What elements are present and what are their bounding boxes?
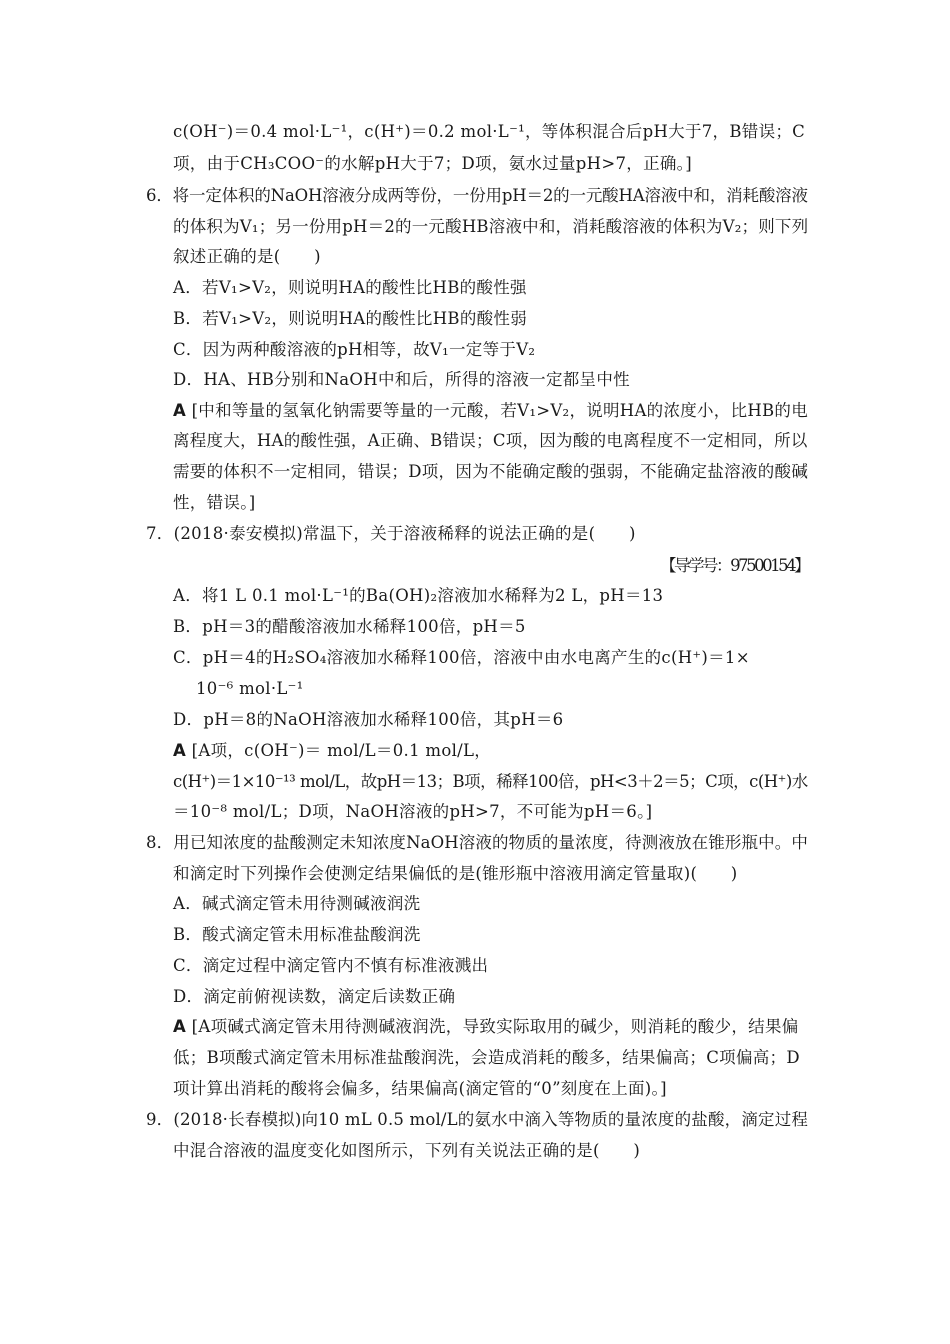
text-line: 和滴定时下列操作会使测定结果偏低的是(锥形瓶中溶液用滴定管量取)( ) bbox=[173, 864, 738, 883]
option-c: C．pH＝4的H₂SO₄溶液加水稀释100倍，溶液中由水电离产生的c(H⁺)＝1× bbox=[173, 648, 750, 667]
text-line: 需要的体积不一定相同，错误；D项，因为不能确定酸的强弱，不能确定盐溶液的酸碱 bbox=[173, 462, 809, 481]
option-a: A．碱式滴定管未用待测碱液润洗 bbox=[173, 894, 421, 913]
text-line: 10⁻⁶ mol·L⁻¹ bbox=[196, 679, 304, 698]
question-6-stem: 6．将一定体积的NaOH溶液分成两等份，一份用pH＝2的一元酸HA溶液中和，消耗酸溶液 bbox=[146, 186, 808, 205]
answer-explanation bbox=[173, 400, 808, 422]
answer-explanation bbox=[173, 740, 491, 762]
explanation-text: [A项碱式滴定管未用待测碱液润洗，导致实际取用的碱少，则消耗的酸少，结果偏 bbox=[191, 1017, 799, 1036]
option-c: C．因为两种酸溶液的pH相等，故V₁一定等于V₂ bbox=[173, 340, 536, 359]
option-a: A．将1 L 0.1 mol·L⁻¹的Ba(OH)₂溶液加水稀释为2 L，pH＝13 bbox=[173, 586, 664, 605]
text-line: 的体积为V₁；另一份用pH＝2的一元酸HB溶液中和，消耗酸溶液的体积为V₂；则下列 bbox=[173, 217, 809, 236]
text-line: c(OH⁻)＝0.4 mol·L⁻¹，c(H⁺)＝0.2 mol·L⁻¹，等体积混合后pH大于7，B错误；C bbox=[173, 122, 806, 141]
text-line: 低；B项酸式滴定管未用标准盐酸润洗，会造成消耗的酸多，结果偏高；C项偏高；D bbox=[173, 1048, 800, 1067]
question-9-stem: 9．(2018·长春模拟)向10 mL 0.5 mol/L的氨水中滴入等物质的量浓度的盐酸，滴定过程 bbox=[146, 1110, 809, 1129]
option-d: D．HA、HB分别和NaOH中和后，所得的溶液一定都呈中性 bbox=[173, 370, 630, 389]
question-7-stem: 7．(2018·泰安模拟)常温下，关于溶液稀释的说法正确的是( ) bbox=[146, 524, 636, 543]
answer-explanation bbox=[173, 1016, 799, 1038]
text-line: 项，由于CH₃COO⁻的水解pH大于7；D项，氨水过量pH>7，正确。] bbox=[173, 154, 692, 173]
explanation-text: [中和等量的氢氧化钠需要等量的一元酸，若V₁>V₂，说明HA的浓度小，比HB的电 bbox=[191, 401, 808, 420]
explanation-text: [A项，c(OH⁻)＝ mol/L＝0.1 mol/L， bbox=[191, 741, 492, 760]
option-d: D．滴定前俯视读数，滴定后读数正确 bbox=[173, 987, 456, 1006]
answer-letter: A bbox=[173, 741, 187, 760]
option-b: B．pH＝3的醋酸溶液加水稀释100倍，pH＝5 bbox=[173, 617, 526, 636]
text-line: ＝10⁻⁸ mol/L；D项，NaOH溶液的pH>7，不可能为pH＝6。] bbox=[173, 802, 653, 821]
text-line: 性，错误。] bbox=[173, 493, 256, 512]
text-line: 中混合溶液的温度变化如图所示，下列有关说法正确的是( ) bbox=[173, 1141, 641, 1160]
question-8-stem: 8．用已知浓度的盐酸测定未知浓度NaOH溶液的物质的量浓度，待测液放在锥形瓶中。中 bbox=[146, 833, 808, 852]
text-line: 叙述正确的是( ) bbox=[173, 247, 321, 266]
text-line: c(H⁺)＝1×10⁻¹³ mol/L，故pH＝13；B项，稀释100倍，pH<3＋2＝5；C项，c(H⁺)水 bbox=[173, 772, 808, 791]
text-line: 项计算出消耗的酸将会偏多，结果偏高(滴定管的“0”刻度在上面)。] bbox=[173, 1079, 667, 1098]
text-line: 离程度大，HA的酸性强，A正确、B错误；C项，因为酸的电离程度不一定相同，所以 bbox=[173, 431, 808, 450]
answer-letter: A bbox=[173, 401, 187, 420]
option-c: C．滴定过程中滴定管内不慎有标准液溅出 bbox=[173, 956, 489, 975]
option-a: A．若V₁>V₂，则说明HA的酸性比HB的酸性强 bbox=[173, 278, 527, 297]
option-b: B．酸式滴定管未用标准盐酸润洗 bbox=[173, 925, 421, 944]
guide-number: 【导学号：97500154】 bbox=[660, 556, 809, 575]
option-d: D．pH＝8的NaOH溶液加水稀释100倍，其pH＝6 bbox=[173, 710, 564, 729]
answer-letter: A bbox=[173, 1017, 187, 1036]
option-b: B．若V₁>V₂，则说明HA的酸性比HB的酸性弱 bbox=[173, 309, 528, 328]
